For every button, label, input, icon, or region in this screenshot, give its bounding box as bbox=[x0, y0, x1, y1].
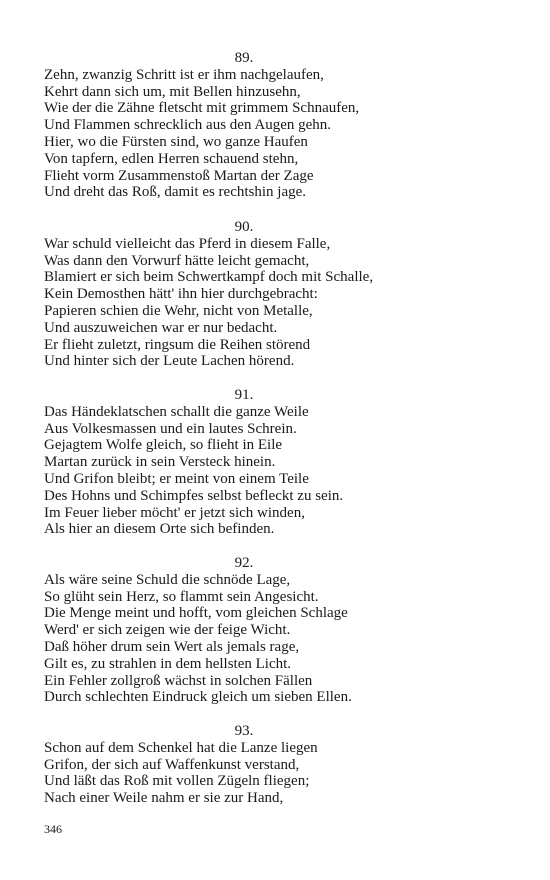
verse-line: Nach einer Weile nahm er sie zur Hand, bbox=[44, 790, 284, 807]
stanza-number: 89. bbox=[234, 50, 254, 66]
verse-line: Zehn, zwanzig Schritt ist er ihm nachgelaufen, bbox=[44, 66, 324, 83]
stanza-91 bbox=[44, 387, 504, 538]
verse-line: Im Feuer lieber möcht' er jetzt sich winden, bbox=[44, 504, 305, 521]
verse-line: War schuld vielleicht das Pferd in diesem Falle, bbox=[44, 235, 331, 252]
verse-line: Und hinter sich der Leute Lachen hörend. bbox=[44, 353, 295, 370]
verse-line: Und läßt das Roß mit vollen Zügeln fliegen; bbox=[44, 773, 310, 790]
stanza-number: 91. bbox=[234, 387, 254, 403]
verse-line: Und Flammen schrecklich aus den Augen gehn. bbox=[44, 117, 332, 134]
verse-line: Als wäre seine Schuld die schnöde Lage, bbox=[44, 571, 291, 588]
stanza-89 bbox=[44, 50, 504, 201]
verse-line: Blamiert er sich beim Schwertkampf doch mit Schalle, bbox=[44, 269, 374, 286]
verse-line: Als hier an diesem Orte sich befinden. bbox=[44, 521, 275, 538]
stanza-number: 93. bbox=[234, 723, 254, 739]
verse-line: So glüht sein Herz, so flammt sein Angesicht. bbox=[44, 588, 319, 605]
page-number: 346 bbox=[44, 822, 62, 836]
verse-line: Werd' er sich zeigen wie der feige Wicht. bbox=[44, 622, 291, 639]
verse-line: Wie der die Zähne fletscht mit grimmem Schnaufen, bbox=[44, 100, 360, 117]
verse-line: Und Grifon bleibt; er meint von einem Teile bbox=[44, 470, 309, 487]
verse-line: Das Händeklatschen schallt die ganze Weile bbox=[44, 403, 309, 420]
stanza-92 bbox=[44, 555, 504, 706]
verse-line: Papieren schien die Wehr, nicht von Metalle, bbox=[44, 302, 313, 319]
stanza-number: 90. bbox=[234, 219, 254, 235]
verse-line: Die Menge meint und hofft, vom gleichen Schlage bbox=[44, 605, 348, 622]
verse-line: Hier, wo die Fürsten sind, wo ganze Haufen bbox=[44, 133, 308, 150]
verse-line: Ein Fehler zollgroß wächst in solchen Fällen bbox=[44, 672, 313, 689]
verse-line: Grifon, der sich auf Waffenkunst verstand, bbox=[44, 756, 300, 773]
verse-line: Von tapfern, edlen Herren schauend stehn, bbox=[44, 150, 299, 167]
verse-line: Und auszuweichen war er nur bedacht. bbox=[44, 319, 278, 336]
verse-line: Gilt es, zu strahlen in dem hellsten Licht. bbox=[44, 655, 292, 672]
verse-line: Er flieht zuletzt, ringsum die Reihen störend bbox=[44, 336, 311, 353]
verse-line: Was dann den Vorwurf hätte leicht gemacht, bbox=[44, 252, 310, 269]
verse-line: Gejagtem Wolfe gleich, so flieht in Eile bbox=[44, 437, 283, 454]
verse-line: Kehrt dann sich um, mit Bellen hinzusehn, bbox=[44, 83, 301, 100]
verse-line: Aus Volkesmassen und ein lautes Schrein. bbox=[44, 420, 297, 437]
stanza-93 bbox=[44, 723, 504, 807]
verse-line: Flieht vorm Zusammenstoß Martan der Zage bbox=[44, 167, 314, 184]
verse-line: Und dreht das Roß, damit es rechtshin jage. bbox=[44, 184, 307, 201]
verse-line: Durch schlechten Eindruck gleich um sieben Ellen. bbox=[44, 689, 352, 706]
verse-line: Martan zurück in sein Versteck hinein. bbox=[44, 454, 276, 471]
stanza-90 bbox=[44, 219, 504, 370]
verse-line: Schon auf dem Schenkel hat die Lanze liegen bbox=[44, 739, 318, 756]
verse-line: Des Hohns und Schimpfes selbst befleckt zu sein. bbox=[44, 487, 344, 504]
verse-line: Kein Demosthen hätt' ihn hier durchgebracht: bbox=[44, 286, 318, 303]
verse-line: Daß höher drum sein Wert als jemals rage, bbox=[44, 638, 300, 655]
stanza-number: 92. bbox=[234, 555, 254, 571]
